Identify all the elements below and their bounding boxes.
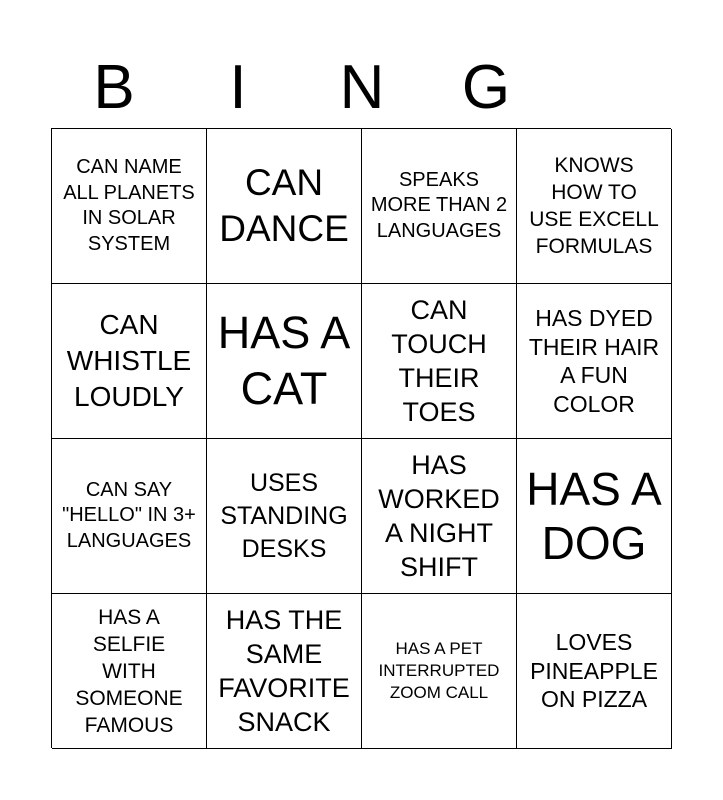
bingo-cell[interactable] [207, 439, 362, 594]
cell-label: KNOWS HOW TO USE EXCELL FORMULAS [529, 154, 659, 258]
cell-label: CAN SAY "HELLO" IN 3+ LANGUAGES [62, 478, 196, 552]
cell-label: HAS A PET INTERRUPTED ZOOM CALL [378, 639, 500, 702]
cell-label: HAS THE SAME FAVORITE SNACK [218, 605, 350, 737]
cell-label: CAN NAME ALL PLANETS IN SOLAR SYSTEM [63, 156, 195, 255]
cell-label: HAS WORKED A NIGHT SHIFT [378, 450, 500, 582]
bingo-cell[interactable] [52, 284, 207, 439]
cell-label: CAN DANCE [219, 162, 349, 249]
cell-label: LOVES PINEAPPLE ON PIZZA [530, 629, 658, 713]
bingo-cell[interactable] [517, 439, 672, 594]
cell-label: CAN TOUCH THEIR TOES [391, 295, 487, 427]
bingo-cell[interactable] [362, 284, 517, 439]
header-letter-i: I [229, 53, 247, 122]
cell-label: HAS A CAT [217, 307, 351, 414]
bingo-cell[interactable] [52, 439, 207, 594]
bingo-cell[interactable] [207, 129, 362, 284]
bingo-cell[interactable] [207, 284, 362, 439]
header-letter-b: B [93, 53, 135, 122]
bingo-cell[interactable] [362, 129, 517, 284]
bingo-cell[interactable] [362, 439, 517, 594]
bingo-cell[interactable] [517, 594, 672, 749]
cell-label: HAS DYED THEIR HAIR A FUN COLOR [528, 305, 660, 417]
bingo-cell[interactable] [517, 284, 672, 439]
cell-label: SPEAKS MORE THAN 2 LANGUAGES [370, 168, 508, 242]
bingo-cell[interactable] [362, 594, 517, 749]
cell-label: CAN WHISTLE LOUDLY [66, 309, 192, 412]
bingo-cell[interactable] [517, 129, 672, 284]
cell-label: HAS A DOG [526, 463, 662, 569]
bingo-header [52, 48, 672, 128]
header-letter-n: N [339, 53, 385, 122]
bingo-cell[interactable] [52, 129, 207, 284]
cell-label: HAS A SELFIE WITH SOMEONE FAMOUS [75, 605, 183, 737]
bingo-cell[interactable] [52, 594, 207, 749]
cell-label: USES STANDING DESKS [220, 468, 348, 563]
bingo-grid [51, 128, 671, 748]
header-letter-g: G [461, 53, 511, 122]
bingo-cell[interactable] [207, 594, 362, 749]
